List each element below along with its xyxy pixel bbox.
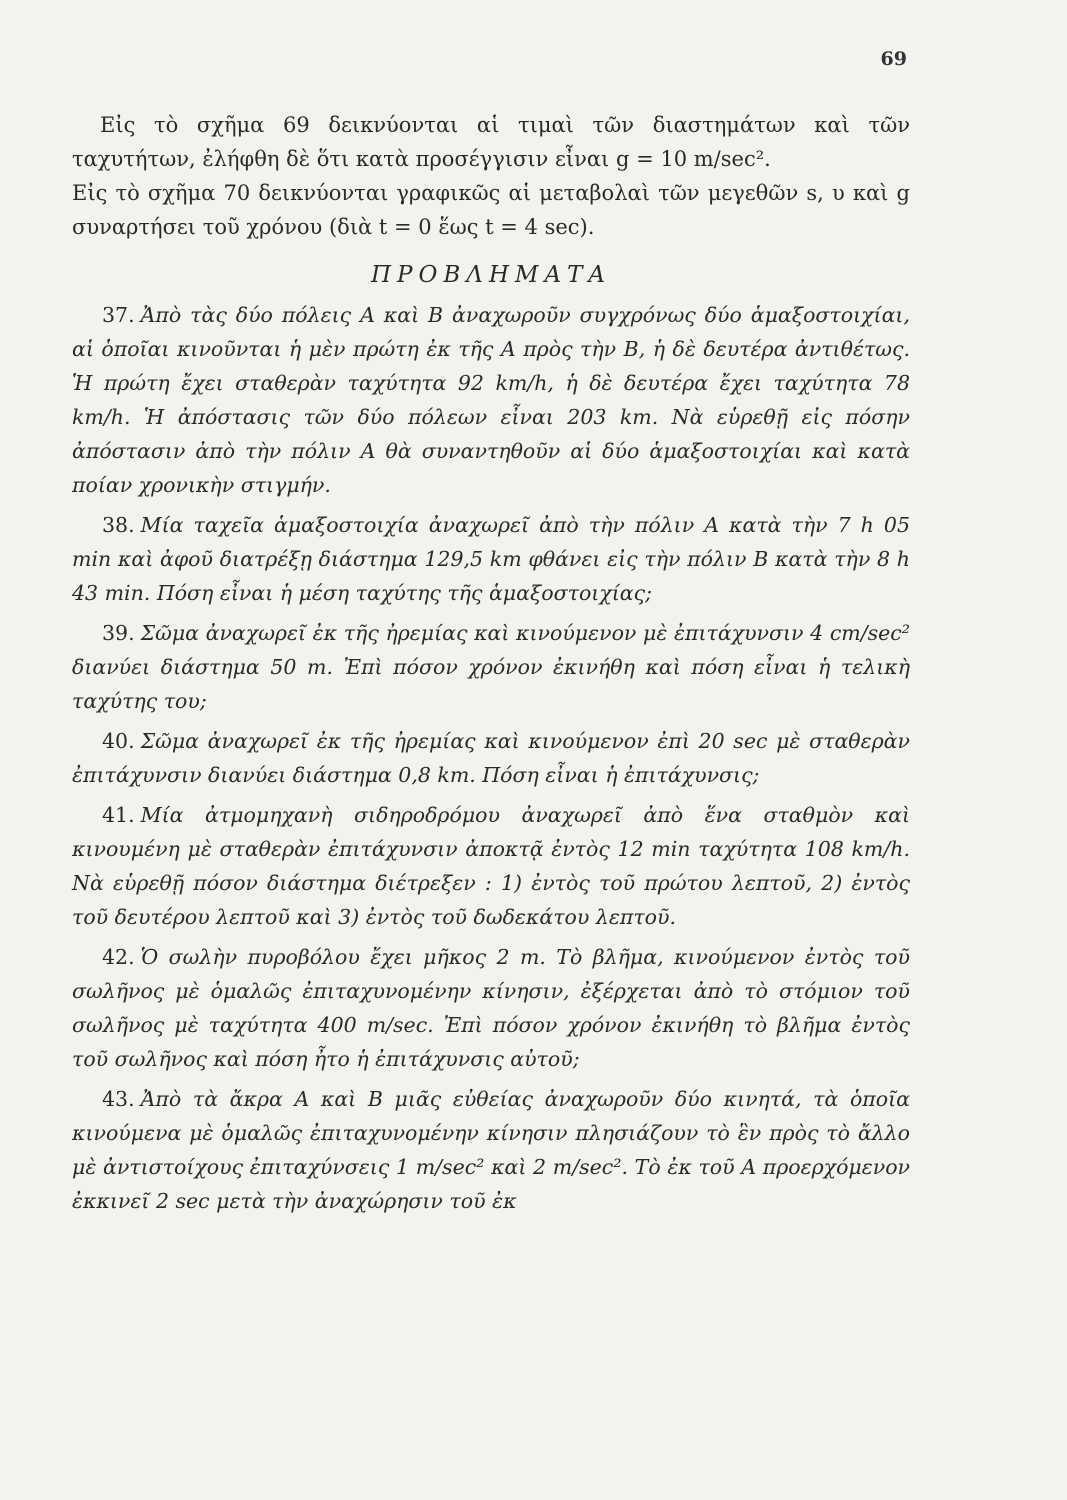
problem-text: Ἀπὸ τὰ ἄκρα Α καὶ Β μιᾶς εὐθείας ἀναχωροῦν δύο κινητά, τὰ ὁποῖα κινούμενα μὲ ὁμαλῶς ἐπιταχυνομένην κίνησιν πλησιάζουν τὸ ἓν πρὸς τὸ ἄλλο μὲ ἀντιστοίχους ἐπιταχύνσεις 1 m/sec² καὶ 2 m/sec². Τὸ ἐκ τοῦ Α προερχόμενον ἐκκινεῖ 2 sec μετὰ τὴν ἀναχώρησιν τοῦ ἐκ (72, 1087, 910, 1213)
intro-line-2: Εἰς τὸ σχῆμα 70 δεικνύονται γραφικῶς αἱ μεταβολαὶ τῶν μεγεθῶν s, υ καὶ g συναρτήσει τοῦ χρόνου (διὰ t = 0 ἕως t = 4 sec). (72, 181, 910, 239)
intro-line-1: Εἰς τὸ σχῆμα 69 δεικνύονται αἱ τιμαὶ τῶν διαστημάτων καὶ τῶν ταχυτήτων, ἐλήφθη δὲ ὅτι κατὰ προσέγγισιν εἶναι g = 10 m/sec². (72, 113, 910, 171)
problem-42 (72, 940, 910, 1076)
page-number: 69 (880, 48, 907, 70)
problem-text: Ἀπὸ τὰς δύο πόλεις Α καὶ Β ἀναχωροῦν συγχρόνως δύο ἁμαξοστοιχίαι, αἱ ὁποῖαι κινοῦνται ἡ μὲν πρώτη ἐκ τῆς Α πρὸς τὴν Β, ἡ δὲ δευτέρα ἀντιθέτως. Ἡ πρώτη ἔχει σταθερὰν ταχύτητα 92 km/h, ἡ δὲ δευτέρα ἔχει ταχύτητα 78 km/h. Ἡ ἀπόστασις τῶν δύο πόλεων εἶναι 203 km. Νὰ εὑρεθῇ εἰς πόσην ἀπόστασιν ἀπὸ τὴν πόλιν Α θὰ συναντηθοῦν αἱ δύο ἁμαξοστοιχίαι καὶ κατὰ ποίαν χρονικὴν στιγμήν. (72, 303, 910, 497)
problem-number: 40. (102, 729, 135, 753)
problem-text: Μία ταχεῖα ἁμαξοστοιχία ἀναχωρεῖ ἀπὸ τὴν πόλιν Α κατὰ τὴν 7 h 05 min καὶ ἀφοῦ διατρέξῃ διάστημα 129,5 km φθάνει εἰς τὴν πόλιν Β κατὰ τὴν 8 h 43 min. Πόση εἶναι ἡ μέση ταχύτης τῆς ἁμαξοστοιχίας; (72, 513, 910, 605)
problem-number: 43. (102, 1087, 135, 1111)
problem-40 (72, 724, 910, 792)
problems-list (72, 298, 910, 1218)
problem-number: 37. (102, 303, 135, 327)
problem-38 (72, 508, 910, 610)
problem-37 (72, 298, 910, 502)
page-content (72, 108, 910, 1224)
problem-text: Σῶμα ἀναχωρεῖ ἐκ τῆς ἠρεμίας καὶ κινούμενον μὲ ἐπιτάχυνσιν 4 cm/sec² διανύει διάστημα 50 m. Ἐπὶ πόσον χρόνον ἐκινήθη καὶ πόση εἶναι ἡ τελικὴ ταχύτης του; (72, 621, 910, 713)
problem-number: 39. (102, 621, 135, 645)
problem-39 (72, 616, 910, 718)
problem-number: 42. (102, 945, 135, 969)
problem-text: Σῶμα ἀναχωρεῖ ἐκ τῆς ἠρεμίας καὶ κινούμενον ἐπὶ 20 sec μὲ σταθερὰν ἐπιτάχυνσιν διανύει διάστημα 0,8 km. Πόση εἶναι ἡ ἐπιτάχυνσις; (72, 729, 910, 787)
problem-number: 38. (102, 513, 135, 537)
problem-41 (72, 798, 910, 934)
problem-number: 41. (102, 803, 135, 827)
intro-paragraph (72, 108, 910, 244)
problem-text: Μία ἀτμομηχανὴ σιδηροδρόμου ἀναχωρεῖ ἀπὸ ἕνα σταθμὸν καὶ κινουμένη μὲ σταθερὰν ἐπιτάχυνσιν ἀποκτᾷ ἐντὸς 12 min ταχύτητα 108 km/h. Νὰ εὑρεθῇ πόσον διάστημα διέτρεξεν : 1) ἐντὸς τοῦ πρώτου λεπτοῦ, 2) ἐντὸς τοῦ δευτέρου λεπτοῦ καὶ 3) ἐντὸς τοῦ δωδεκάτου λεπτοῦ. (72, 803, 910, 929)
section-heading: ΠΡΟΒΛΗΜΑΤΑ (370, 262, 612, 288)
problem-text: Ὁ σωλὴν πυροβόλου ἔχει μῆκος 2 m. Τὸ βλῆμα, κινούμενον ἐντὸς τοῦ σωλῆνος μὲ ὁμαλῶς ἐπιταχυνομένην κίνησιν, ἐξέρχεται ἀπὸ τὸ στόμιον τοῦ σωλῆνος μὲ ταχύτητα 400 m/sec. Ἐπὶ πόσον χρόνον ἐκινήθη τὸ βλῆμα ἐντὸς τοῦ σωλῆνος καὶ πόση ἦτο ἡ ἐπιτάχυνσις αὐτοῦ; (72, 945, 910, 1071)
problem-43 (72, 1082, 910, 1218)
